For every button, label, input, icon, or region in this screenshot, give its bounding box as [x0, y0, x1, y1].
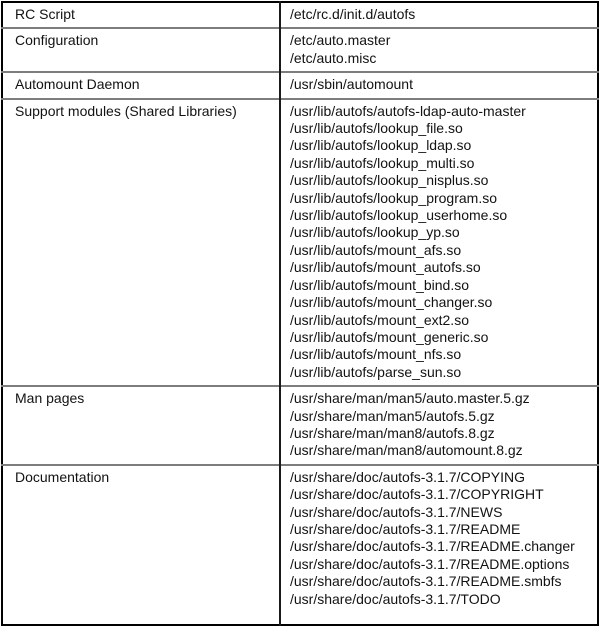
file-path: /usr/lib/autofs/lookup_userhome.so: [290, 207, 508, 224]
table-row: [2, 386, 598, 465]
file-paths-cell: [280, 2, 598, 28]
file-path: /usr/share/man/man8/autofs.8.gz: [290, 424, 495, 441]
file-path: /usr/share/doc/autofs-3.1.7/COPYRIGHT: [290, 486, 544, 503]
file-path: /usr/share/doc/autofs-3.1.7/README.smbfs: [290, 573, 562, 590]
table-body: [2, 2, 598, 625]
file-path: /usr/share/man/man8/automount.8.gz: [290, 442, 523, 459]
file-path: /usr/share/doc/autofs-3.1.7/TODO: [290, 590, 501, 607]
table-row: [2, 465, 598, 625]
file-path: /usr/lib/autofs/lookup_nisplus.so: [290, 172, 489, 189]
table-row: [2, 72, 598, 98]
component-label-cell: Configuration: [2, 28, 280, 72]
file-path: /usr/lib/autofs/mount_changer.so: [290, 294, 493, 311]
file-path: /usr/lib/autofs/mount_bind.so: [290, 276, 469, 293]
file-path: /usr/lib/autofs/lookup_ldap.so: [290, 137, 472, 154]
file-path: /etc/rc.d/init.d/autofs: [290, 6, 416, 22]
file-paths-cell: [280, 465, 598, 625]
file-path: /usr/share/doc/autofs-3.1.7/README: [290, 520, 521, 537]
file-path: /usr/lib/autofs/mount_generic.so: [290, 328, 489, 345]
file-path: /usr/share/doc/autofs-3.1.7/COPYING: [290, 468, 525, 485]
file-path: /usr/share/doc/autofs-3.1.7/README.options: [290, 555, 570, 572]
component-label-cell: Support modules (Shared Libraries): [2, 99, 280, 387]
file-paths-cell: [280, 28, 598, 72]
component-label-cell: Automount Daemon: [2, 72, 280, 98]
file-paths-cell: [280, 386, 598, 465]
file-path: /usr/share/man/man5/auto.master.5.gz: [290, 390, 530, 407]
file-path: /usr/lib/autofs/mount_nfs.so: [290, 346, 462, 363]
table-row: [2, 2, 598, 28]
file-path: /usr/lib/autofs/mount_afs.so: [290, 241, 462, 258]
file-path: /usr/lib/autofs/lookup_file.so: [290, 120, 463, 137]
file-path: /usr/share/doc/autofs-3.1.7/README.changer: [290, 538, 575, 555]
file-path: /usr/lib/autofs/lookup_multi.so: [290, 154, 475, 171]
file-path: /usr/lib/autofs/lookup_yp.so: [290, 224, 460, 241]
file-path: /usr/lib/autofs/mount_autofs.so: [290, 259, 481, 276]
file-paths-cell: [280, 72, 598, 98]
file-path: /usr/sbin/automount: [290, 76, 413, 93]
component-label-cell: Man pages: [2, 386, 280, 465]
file-path: /usr/lib/autofs/lookup_program.so: [290, 189, 497, 206]
table-row: [2, 99, 598, 387]
table-row: [2, 28, 598, 72]
file-path: /usr/lib/autofs/autofs-ldap-auto-master: [290, 102, 526, 119]
file-path: /usr/lib/autofs/parse_sun.so: [290, 363, 462, 380]
component-label-cell: Documentation: [2, 465, 280, 625]
file-path: /etc/auto.master: [290, 32, 391, 49]
component-label-cell: RC Script: [15, 6, 75, 22]
file-path: /usr/share/doc/autofs-3.1.7/NEWS: [290, 503, 503, 520]
autofs-file-reference-table: [1, 1, 599, 626]
file-paths-cell: [280, 99, 598, 387]
file-path: /etc/auto.misc: [290, 49, 377, 66]
file-path: /usr/lib/autofs/mount_ext2.so: [290, 311, 469, 328]
file-path: /usr/share/man/man5/autofs.5.gz: [290, 407, 495, 424]
